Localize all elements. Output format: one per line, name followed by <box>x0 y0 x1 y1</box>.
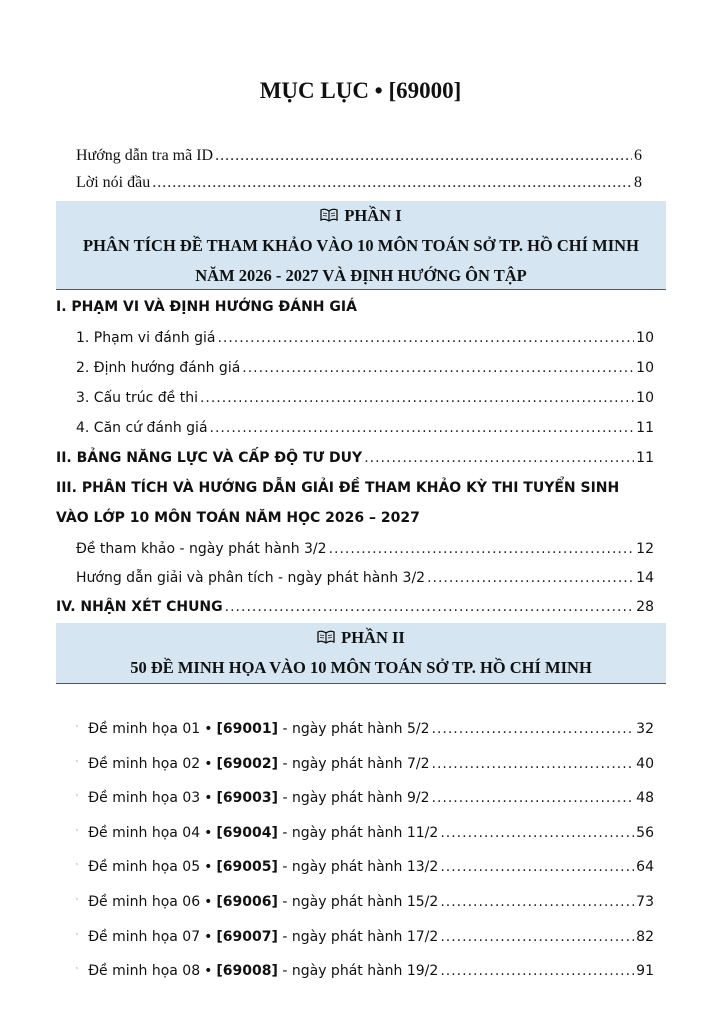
entry-page: 8 <box>634 174 642 191</box>
exam-id: [69001] <box>216 721 278 737</box>
exam-name: Đề minh họa 06 <box>88 894 201 910</box>
exam-label <box>88 717 429 741</box>
entry-label: 1. Phạm vi đánh giá <box>76 330 216 346</box>
toc-entry-guide[interactable] <box>76 144 642 168</box>
dot-leader <box>440 890 634 914</box>
exam-id: [69006] <box>216 894 278 910</box>
entry-page: 64 <box>636 859 654 876</box>
dot-leader <box>364 446 634 470</box>
exam-id: [69004] <box>216 824 278 841</box>
exam-release: - ngày phát hành 7/2 <box>282 755 430 772</box>
toc-entry-exam[interactable] <box>76 821 654 845</box>
exam-label <box>88 821 438 845</box>
toc-entry-solution-guide[interactable] <box>76 566 654 590</box>
pencil-icon <box>76 857 78 871</box>
exam-label <box>88 786 429 810</box>
entry-page: 82 <box>636 928 654 945</box>
entry-page: 10 <box>636 390 654 406</box>
exam-label <box>88 890 438 914</box>
section3-title-text2: VÀO LỚP 10 MÔN TOÁN NĂM HỌC 2026 – 2027 <box>56 510 420 526</box>
entry-page: 28 <box>636 599 654 615</box>
entry-page: 73 <box>636 894 654 910</box>
section3-title-text1: III. PHÂN TÍCH VÀ HƯỚNG DẪN GIẢI ĐỀ THAM KHẢO KỲ THI TUYỂN SINH <box>56 480 620 496</box>
exam-label <box>88 752 429 776</box>
part2-banner <box>56 623 666 684</box>
toc-entry-preface[interactable] <box>76 171 642 195</box>
toc-entry-exam[interactable] <box>76 925 654 949</box>
exam-id: [69002] <box>216 755 278 772</box>
pencil-icon <box>76 754 78 768</box>
section1-title-text: I. PHẠM VI VÀ ĐỊNH HƯỚNG ĐÁNH GIÁ <box>56 299 357 315</box>
exam-name: Đề minh họa 05 <box>88 859 201 876</box>
entry-page: 12 <box>636 541 654 557</box>
dot-leader <box>440 855 634 879</box>
dot-leader <box>440 959 634 983</box>
dot-leader <box>440 821 634 845</box>
bullet-separator: • <box>204 894 213 910</box>
dot-leader <box>329 537 635 561</box>
pencil-icon <box>76 719 78 733</box>
bullet-separator: • <box>204 790 213 807</box>
entry-label: 2. Định hướng đánh giá <box>76 360 241 376</box>
entry-page: 6 <box>634 147 642 164</box>
dot-leader <box>432 717 635 741</box>
pencil-icon <box>76 961 78 975</box>
dot-leader <box>215 144 632 168</box>
entry-label: Lời nói đầu <box>76 174 151 191</box>
entry-page: 14 <box>636 570 654 586</box>
open-book-icon <box>320 208 338 222</box>
toc-entry-exam[interactable] <box>76 717 654 741</box>
part1-title-line1: PHÂN TÍCH ĐỀ THAM KHẢO VÀO 10 MÔN TOÁN SỞ TP. HỒ CHÍ MINH <box>83 236 639 255</box>
toc-entry-scope[interactable] <box>76 326 654 350</box>
exam-name: Đề minh họa 01 <box>88 721 201 737</box>
entry-label: 4. Căn cứ đánh giá <box>76 420 208 436</box>
bullet-separator: • <box>204 928 213 945</box>
exam-id: [69005] <box>216 859 278 876</box>
exam-label <box>88 855 438 879</box>
entry-label: II. BẢNG NĂNG LỰC VÀ CẤP ĐỘ TƯ DUY <box>56 450 363 466</box>
exam-name: Đề minh họa 07 <box>88 928 201 945</box>
pencil-icon <box>76 927 78 941</box>
entry-page: 11 <box>636 450 654 466</box>
toc-entry-exam[interactable] <box>76 752 654 776</box>
exam-id: [69008] <box>216 963 278 980</box>
toc-entry-direction[interactable] <box>76 356 654 380</box>
entry-label: 3. Cấu trúc đề thi <box>76 390 198 406</box>
entry-page: 56 <box>636 824 654 841</box>
toc-entry-section2[interactable] <box>56 446 654 470</box>
exam-release: - ngày phát hành 15/2 <box>282 894 439 910</box>
entry-page: 11 <box>636 420 654 436</box>
entry-label: IV. NHẬN XÉT CHUNG <box>56 599 223 615</box>
part1-title-line2: NĂM 2026 - 2027 VÀ ĐỊNH HƯỚNG ÔN TẬP <box>195 266 527 285</box>
exam-release: - ngày phát hành 17/2 <box>282 928 439 945</box>
pencil-icon <box>76 823 78 837</box>
exam-label <box>88 925 438 949</box>
section3-title-line2[interactable] <box>56 506 676 530</box>
dot-leader <box>432 752 635 776</box>
bullet-separator: • <box>204 859 213 876</box>
part1-heading: PHẦN I <box>344 206 402 225</box>
page-title: MỤC LỤC • [69000] <box>259 78 462 103</box>
section1-title[interactable] <box>56 295 656 319</box>
exam-id: [69003] <box>216 790 278 807</box>
part1-heading-line <box>56 201 666 231</box>
exam-name: Đề minh họa 08 <box>88 963 201 980</box>
entry-page: 32 <box>636 721 654 737</box>
dot-leader <box>242 356 634 380</box>
exam-release: - ngày phát hành 19/2 <box>282 963 439 980</box>
toc-entry-exam[interactable] <box>76 786 654 810</box>
dot-leader <box>152 171 632 195</box>
bullet-separator: • <box>204 721 213 737</box>
part1-banner <box>56 201 666 290</box>
exam-release: - ngày phát hành 9/2 <box>282 790 430 807</box>
exam-name: Đề minh họa 04 <box>88 824 201 841</box>
entry-label: Hướng dẫn giải và phân tích - ngày phát hành 3/2 <box>76 570 426 586</box>
part2-heading: PHẦN II <box>341 628 405 647</box>
exam-id: [69007] <box>216 928 278 945</box>
exam-name: Đề minh họa 02 <box>88 755 201 772</box>
dot-leader <box>200 386 634 410</box>
bullet-separator: • <box>204 824 213 841</box>
entry-page: 10 <box>636 360 654 376</box>
toc-entry-exam[interactable] <box>76 959 654 983</box>
dot-leader <box>440 925 634 949</box>
exam-release: - ngày phát hành 13/2 <box>282 859 439 876</box>
toc-entry-basis[interactable] <box>76 416 654 440</box>
part2-title-line1: 50 ĐỀ MINH HỌA VÀO 10 MÔN TOÁN SỞ TP. HỒ CHÍ MINH <box>130 658 592 677</box>
dot-leader <box>427 566 634 590</box>
toc-entry-exam[interactable] <box>76 890 654 914</box>
part2-heading-line <box>56 623 666 653</box>
entry-page: 40 <box>636 755 654 772</box>
dot-leader <box>432 786 635 810</box>
bullet-separator: • <box>204 755 213 772</box>
pencil-icon <box>76 892 78 906</box>
toc-entry-exam[interactable] <box>76 855 654 879</box>
exam-release: - ngày phát hành 5/2 <box>282 721 430 737</box>
entry-label: Hướng dẫn tra mã ID <box>76 147 214 164</box>
exam-release: - ngày phát hành 11/2 <box>282 824 439 841</box>
pencil-icon <box>76 788 78 802</box>
section3-title-line1[interactable] <box>56 476 676 500</box>
open-book-icon <box>317 630 335 644</box>
toc-entry-section4[interactable] <box>56 595 654 619</box>
exam-label <box>88 959 438 983</box>
entry-page: 10 <box>636 330 654 346</box>
exam-name: Đề minh họa 03 <box>88 790 201 807</box>
dot-leader <box>217 326 634 350</box>
toc-entry-reference-exam[interactable] <box>76 537 654 561</box>
entry-page: 91 <box>636 963 654 980</box>
dot-leader <box>225 595 635 619</box>
entry-page: 48 <box>636 790 654 807</box>
toc-entry-structure[interactable] <box>76 386 654 410</box>
bullet-separator: • <box>204 963 213 980</box>
entry-label: Đề tham khảo - ngày phát hành 3/2 <box>76 541 327 557</box>
dot-leader <box>210 416 635 440</box>
